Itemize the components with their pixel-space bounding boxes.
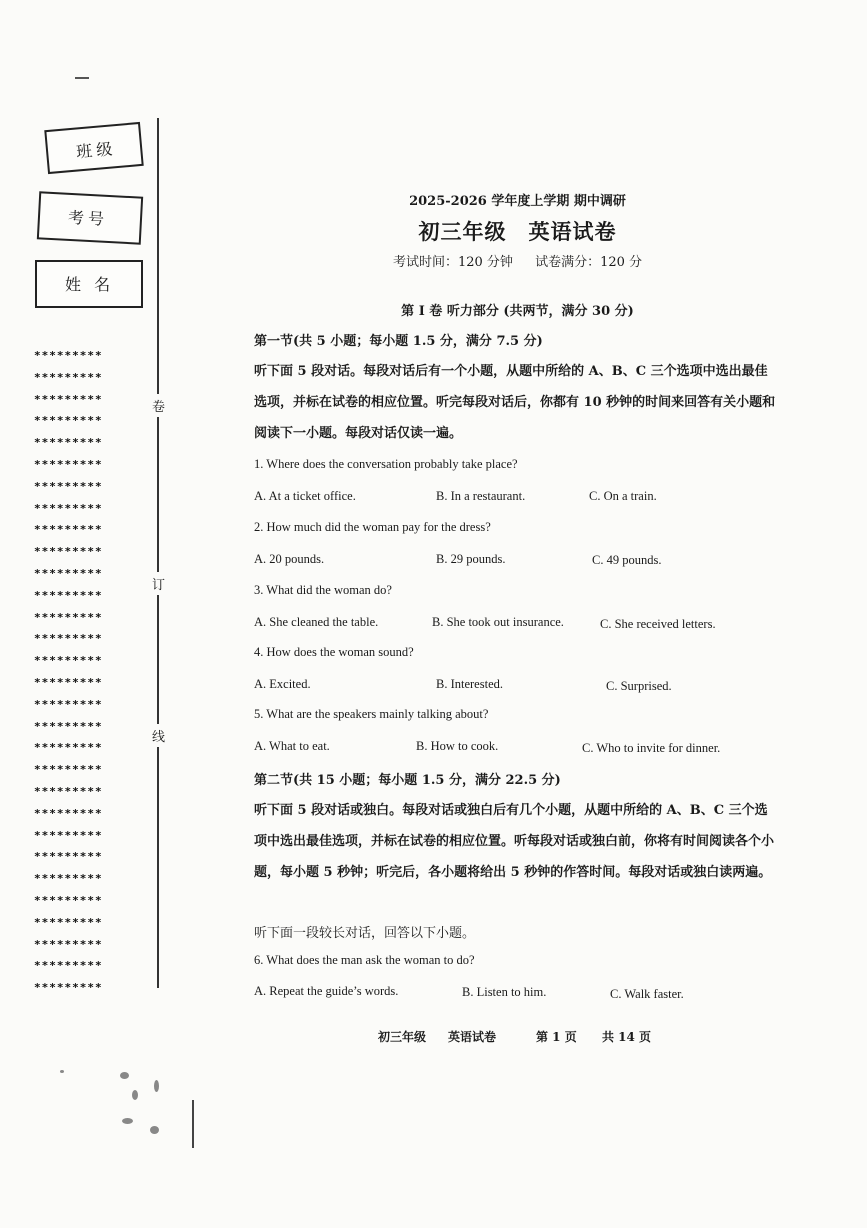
q2-option-a: A. 20 pounds.	[254, 552, 325, 566]
star-row: *********	[34, 654, 103, 668]
section2-heading: 第二节(共 15 小题；每小题 1.5 分，满分 22.5 分)	[254, 773, 561, 788]
star-row: *********	[34, 719, 103, 733]
star-row: *********	[34, 457, 103, 471]
star-row: *********	[34, 414, 103, 428]
question-1: 1. Where does the conversation probably take place?	[254, 457, 518, 471]
star-row: *********	[34, 370, 103, 384]
section2-instructions: 听下面 5 段对话或独白。每段对话或独白后有几个小题，从题中所给的 A、B、C 三个选项中选出最佳选项，并标在试卷的相应位置。听每段对话或独白前，你将有时间阅读各个小题，每小题 5 秒钟；听完后，各小题将给出 5 秒钟的作答时间。每段对话或独白读两遍。	[254, 803, 775, 880]
star-row: *********	[34, 566, 103, 580]
scan-speck	[120, 1072, 129, 1079]
q2-option-b: B. 29 pounds.	[436, 552, 506, 566]
student-id-label: 考号	[67, 207, 109, 229]
q6-option-c: C. Walk faster.	[610, 987, 684, 1001]
scan-speck	[154, 1080, 159, 1092]
star-row: *********	[34, 806, 103, 820]
footer-page: 第 1 页	[536, 1030, 577, 1044]
star-row: *********	[34, 545, 103, 559]
star-row: *********	[34, 349, 103, 362]
star-row: *********	[34, 588, 103, 602]
scan-line	[192, 1100, 194, 1148]
q6-option-a: A. Repeat the guide’s words.	[254, 984, 399, 998]
scan-speck	[122, 1118, 133, 1124]
footer-grade: 初三年级	[378, 1030, 427, 1044]
scan-mark	[75, 77, 89, 79]
exam-info	[0, 251, 867, 270]
star-row: *********	[34, 697, 103, 711]
q5-option-c: C. Who to invite for dinner.	[582, 741, 721, 755]
star-row: *********	[34, 632, 103, 646]
section1-instructions: 听下面 5 段对话。每段对话后有一个小题，从题中所给的 A、B、C 三个选项中选出最佳选项，并标在试卷的相应位置。听完每段对话后，你都有 10 秒钟的时间来回答有关小题和阅读下一小题。每段对话仅读一遍。	[254, 364, 776, 441]
binding-line	[157, 118, 159, 988]
star-row: *********	[34, 981, 103, 995]
seal-star-rows	[34, 345, 144, 999]
section2-lead: 听下面一段较长对话，回答以下小题。	[254, 926, 476, 941]
star-row: *********	[34, 675, 103, 689]
name-label: 姓 名	[65, 275, 115, 294]
q1-option-a: A. At a ticket office.	[254, 489, 356, 503]
star-row: *********	[34, 850, 103, 864]
q1-option-c: C. On a train.	[589, 489, 657, 503]
star-row: *********	[34, 959, 103, 973]
scan-speck	[150, 1126, 159, 1134]
q6-option-b: B. Listen to him.	[462, 985, 547, 999]
star-row: *********	[34, 741, 103, 755]
exam-time: 考试时间：120 分钟	[392, 255, 513, 270]
star-row: *********	[34, 436, 103, 450]
star-row: *********	[34, 828, 103, 842]
footer-subject: 英语试卷	[448, 1030, 497, 1044]
scan-speck	[60, 1070, 64, 1073]
star-row: *********	[34, 784, 103, 798]
q2-option-c: C. 49 pounds.	[592, 553, 662, 567]
question-3: 3. What did the woman do?	[254, 583, 392, 597]
full-score: 试卷满分：120 分	[535, 255, 643, 270]
star-row: *********	[34, 392, 103, 406]
part1-heading: 第 I 卷 听力部分 (共两节，满分 30 分)	[401, 304, 634, 319]
footer-total: 共 14 页	[602, 1030, 652, 1044]
question-2: 2. How much did the woman pay for the dress?	[254, 520, 491, 534]
binding-char: 订	[152, 572, 165, 595]
star-row: *********	[34, 937, 103, 951]
star-row: *********	[34, 893, 103, 907]
star-row: *********	[34, 523, 103, 537]
binding-char: 线	[152, 724, 165, 747]
class-label: 班级	[75, 139, 117, 162]
q3-option-b: B. She took out insurance.	[432, 615, 564, 629]
q5-option-a: A. What to eat.	[254, 739, 330, 753]
star-row: *********	[34, 915, 103, 929]
q4-option-c: C. Surprised.	[606, 679, 672, 693]
q4-option-a: A. Excited.	[254, 677, 311, 691]
exam-title: 初三年级 英语试卷	[418, 219, 617, 244]
question-5: 5. What are the speakers mainly talking about?	[254, 707, 489, 721]
star-row: *********	[34, 479, 103, 493]
q1-option-b: B. In a restaurant.	[436, 489, 526, 503]
q3-option-c: C. She received letters.	[600, 617, 716, 631]
q4-option-b: B. Interested.	[436, 677, 503, 691]
exam-term: 2025-2026 学年度上学期 期中调研	[409, 194, 626, 209]
question-4: 4. How does the woman sound?	[254, 645, 414, 659]
scan-speck	[132, 1090, 138, 1100]
star-row: *********	[34, 610, 103, 624]
q3-option-a: A. She cleaned the table.	[254, 615, 379, 629]
star-row: *********	[34, 501, 103, 515]
q5-option-b: B. How to cook.	[416, 739, 499, 753]
section1-heading: 第一节(共 5 小题；每小题 1.5 分，满分 7.5 分)	[254, 334, 543, 349]
star-row: *********	[34, 763, 103, 777]
binding-char: 卷	[152, 394, 165, 417]
question-6: 6. What does the man ask the woman to do?	[254, 953, 475, 967]
star-row: *********	[34, 872, 103, 886]
class-box	[44, 122, 143, 174]
